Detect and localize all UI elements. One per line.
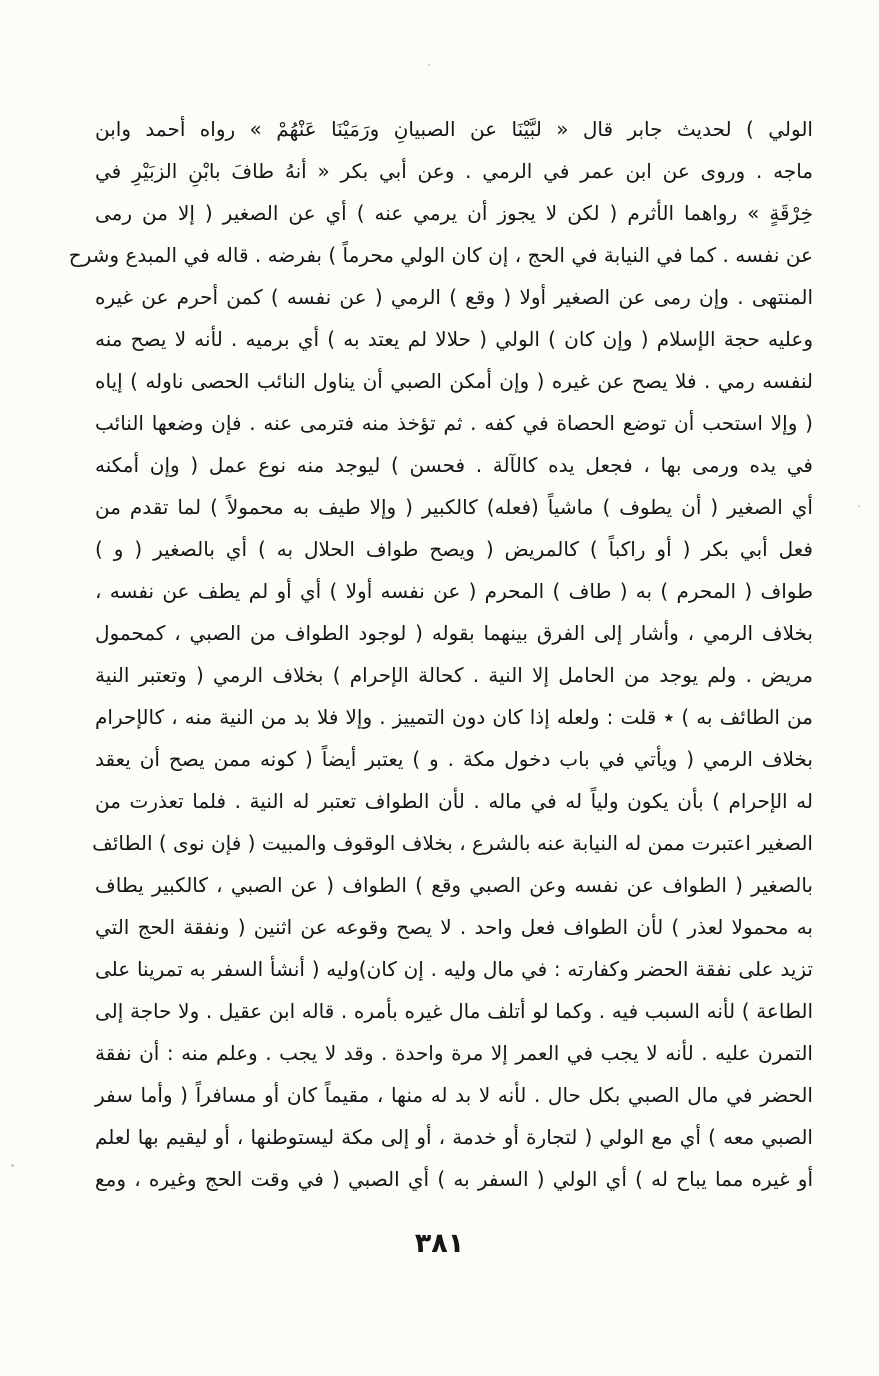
text-line: فعل أبي بكر ( أو راكباً ) كالمريض ( ويصح طواف الحلال به ) أي بالصغير ( و ) [95,537,813,561]
text-line: أو غيره مما يباح له ) أي الولي ( السفر به ) أي الصبي ( في وقت الحج وغيره ، ومع [95,1167,813,1191]
scan-speckle [428,64,430,66]
text-line: المنتهى . وإن رمى عن الصغير أولا ( وقع ) الرمي ( عن نفسه ) كمن أحرم عن غيره [95,285,813,309]
text-line: بالصغير ( الطواف عن نفسه وعن الصبي وقع ) الطواف ( عن الصبي ، كالكبير يطاف [95,873,813,897]
text-line: الصغير اعتبرت ممن له النيابة عنه بالشرع ، بخلاف الوقوف والمبيت ( فإن نوى ) الطائف [92,831,813,855]
scan-speckle [11,1164,14,1167]
text-line: خِرْقَةٍ » رواهما الأثرم ( لكن لا يجوز أن يرمي عنه ) أي عن الصغير ( إلا من رمى [95,201,813,225]
scan-speckle [858,505,860,507]
text-line: من الطائف به ) ٭ قلت : ولعله إذا كان دون التمييز . وإلا فلا بد من النية منه ، كالإحرام [95,705,813,729]
text-line: بخلاف الرمي ( ويأتي في باب دخول مكة . و ) يعتبر أيضاً ( كونه ممن يصح أن يعقد [95,747,813,771]
text-line: له الإحرام ) بأن يكون ولياً له في ماله . لأن الطواف تعتبر له النية . فلما تعذرت من [95,789,813,813]
text-line: الولي ) لحديث جابر قال « لبَّيْنَا عن الصبيانِ ورَمَيْنَا عَنْهُمْ » رواه أحمد وابن [95,117,813,141]
text-line: به محمولا لعذر ) لأن الطواف فعل واحد . لا يصح وقوعه عن اثنين ( ونفقة الحج التي [95,915,813,939]
text-line: ماجه . وروى عن ابن عمر في الرمي . وعن أبي بكر « أنهُ طافَ بابْنِ الزبَيْرِ في [95,159,813,183]
text-line: أي الصغير ( أن يطوف ) ماشياً (فعله) كالكبير ( وإلا طيف به محمولاً ) لما تقدم من [95,495,813,519]
text-line: الحضر في مال الصبي بكل حال . لأنه لا بد له منها ، مقيماً كان أو مسافراً ( وأما سفر [95,1083,813,1107]
text-line: عن نفسه . كما في النيابة في الحج ، إن كان الولي محرماً ) بفرضه . قاله في المبدع وشرح [68,243,813,267]
text-line: مريض . ولم يوجد من الحامل إلا النية . كحالة الإحرام ) بخلاف الرمي ( وتعتبر النية [95,663,813,687]
text-line: وعليه حجة الإسلام ( وإن كان ) الولي ( حلالا لم يعتد به ) أي برميه . لأنه لا يصح منه [95,327,813,351]
text-line: الطاعة ) لأنه السبب فيه . وكما لو أتلف مال غيره بأمره . قاله ابن عقيل . ولا حاجة إلى [95,999,813,1023]
text-line: طواف ( المحرم ) به ( طاف ) المحرم ( عن نفسه أولا ) أي أو لم يطف عن نفسه ، [95,579,813,603]
text-line: لنفسه رمي . فلا يصح عن غيره ( وإن أمكن الصبي أن يناول النائب الحصى ناوله ) إياه [95,369,813,393]
body-text [68,108,813,1200]
text-line: تزيد على نفقة الحضر وكفارته : في مال وليه . إن كان)وليه ( أنشأ السفر به تمرينا على [95,957,813,981]
text-line: ( وإلا استحب أن توضع الحصاة في كفه . ثم تؤخذ منه فترمى عنه . فإن وضعها النائب [95,411,813,435]
page-number: ٣٨١ [414,1228,465,1259]
text-line: في يده ورمى بها ، فجعل يده كالآلة . فحسن ) ليوجد منه نوع عمل ( وإن أمكنه [95,453,813,477]
text-line: بخلاف الرمي ، وأشار إلى الفرق بينهما بقوله ( لوجود الطواف من الصبي ، كمحمول [95,621,813,645]
text-line: الصبي معه ) أي مع الولي ( لتجارة أو خدمة ، أو إلى مكة ليستوطنها ، أو ليقيم بها لعلم [95,1125,813,1149]
text-line: التمرن عليه . لأنه لا يجب في العمر إلا مرة واحدة . وقد لا يجب . وعلم منه : أن نفقة [95,1041,813,1065]
